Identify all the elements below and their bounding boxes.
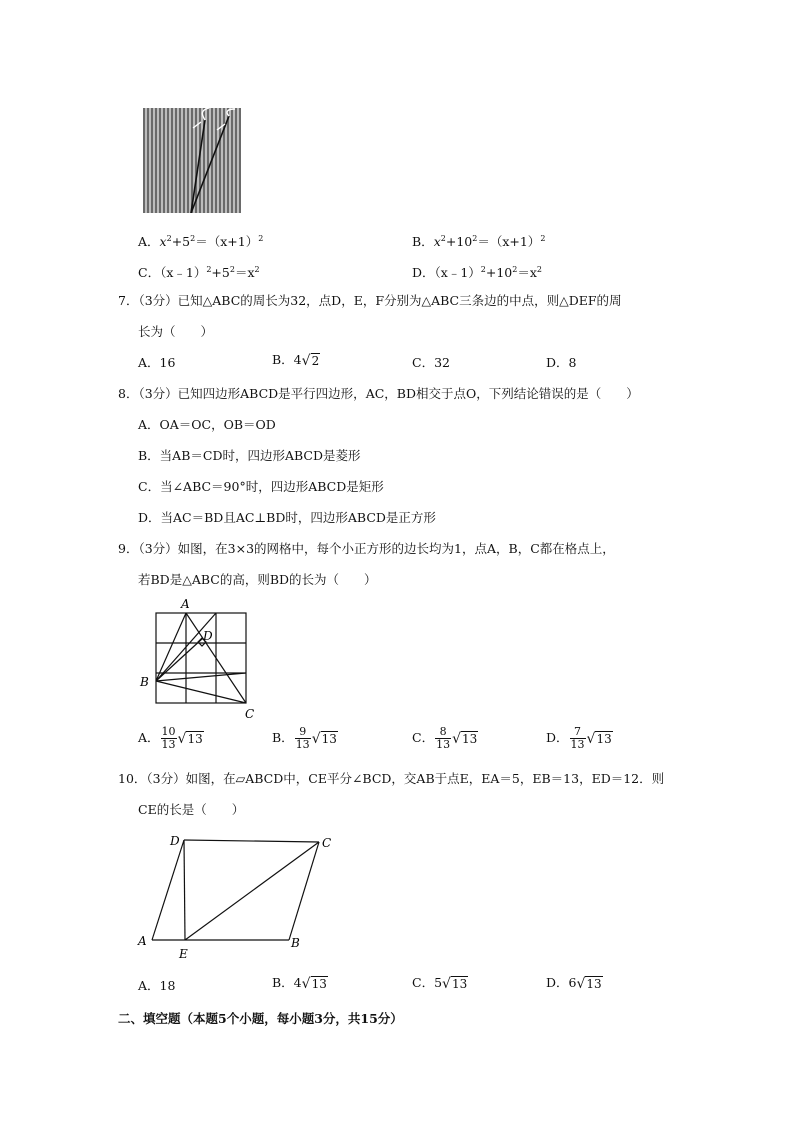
label-d: D — [170, 834, 180, 848]
segment-cb — [289, 842, 319, 940]
fraction: $\frac{8}{13}$ — [436, 725, 451, 751]
segment-ab — [156, 613, 186, 681]
segment-bc — [156, 681, 246, 703]
q6-figure — [143, 108, 241, 213]
q8-option-d[interactable]: D．当AC＝BD且AC⊥BD时，四边形ABCD是正方形 — [138, 510, 436, 525]
q8-option-a[interactable]: A．OA＝OC，OB＝OD — [138, 417, 276, 432]
label-d: D — [203, 629, 213, 643]
q10-option-d[interactable]: D．6√13 — [546, 975, 602, 992]
q10-option-b[interactable]: B．4√13 — [272, 975, 327, 992]
segment-de — [184, 840, 185, 940]
q7-stem-line1: 7．（3分）已知△ABC的周长为32，点D，E，F分别为△ABC三条边的中点，则△DEF的周 — [118, 293, 622, 308]
q7-option-d[interactable]: D．8 — [546, 355, 577, 370]
sqrt-sign: √13 — [177, 730, 203, 747]
q8-stem: 8．（3分）已知四边形ABCD是平行四边形，AC，BD相交于点O，下列结论错误的是（ ） — [118, 386, 639, 401]
q9-option-d[interactable]: D． $\frac{7}{13}$ √13 — [546, 725, 612, 751]
q9-stem-line1: 9．（3分）如图，在3×3的网格中，每个小正方形的边长均为1，点A，B，C都在格点上， — [118, 541, 615, 556]
segment-bd — [156, 638, 203, 681]
label-a: A — [138, 934, 147, 948]
q9-option-b[interactable]: B． $\frac{9}{13}$ √13 — [272, 725, 337, 751]
sqrt-sign: √13 — [576, 975, 602, 992]
label-c: C — [245, 707, 255, 721]
q8-option-c[interactable]: C．当∠ABC＝90°时，四边形ABCD是矩形 — [138, 479, 384, 494]
q7-option-a[interactable]: A．16 — [138, 355, 176, 370]
label-c: C — [322, 836, 332, 850]
q6-option-b[interactable]: B．$x^2+10^2=(x+1)^2$ — [412, 234, 546, 250]
q9-option-a[interactable]: A． $\frac{10}{13}$ √13 — [138, 725, 203, 751]
sqrt-sign: √2 — [301, 352, 320, 369]
segment-ad — [152, 840, 184, 940]
q9-grid-svg — [135, 596, 265, 722]
q8-option-b[interactable]: B．当AB＝CD时，四边形ABCD是菱形 — [138, 448, 361, 463]
q6-option-c[interactable]: C．$(x﹣1)^2+5^2=x^2$ — [138, 265, 260, 281]
label-b: B — [140, 675, 149, 689]
q6-figure-svg — [143, 108, 241, 213]
label-a: A — [181, 597, 190, 611]
q10-option-c[interactable]: C．5√13 — [412, 975, 468, 992]
segment-ec — [185, 842, 319, 940]
sqrt-sign: √13 — [452, 730, 478, 747]
segment-dc — [184, 840, 319, 842]
label-b: B — [291, 936, 300, 950]
q10-parallelogram-figure — [132, 828, 342, 962]
q9-stem-line2: 若BD是△ABC的高，则BD的长为（ ） — [138, 572, 377, 587]
q10-option-a[interactable]: A．18 — [138, 978, 176, 993]
sqrt-sign: √13 — [442, 975, 468, 992]
segment-diag-2 — [156, 673, 246, 681]
sqrt-sign: √13 — [311, 730, 337, 747]
sqrt-sign: √13 — [301, 975, 327, 992]
q10-parallelogram-svg — [132, 828, 342, 962]
q7-option-b[interactable]: B．4√2 — [272, 352, 320, 369]
fraction: $\frac{10}{13}$ — [161, 725, 176, 751]
sqrt-sign: √13 — [586, 730, 612, 747]
q9-option-c[interactable]: C． $\frac{8}{13}$ √13 — [412, 725, 478, 751]
q7-stem-line2: 长为（ ） — [138, 324, 214, 339]
label-e: E — [179, 947, 188, 961]
grid-border — [156, 613, 246, 703]
q10-stem-line1: 10．（3分）如图，在▱ABCD中，CE平分∠BCD，交AB于点E，EA＝5，EB＝13，ED＝12．则 — [118, 771, 665, 786]
section-heading-fill-in: 二、填空题（本题5个小题，每小题3分，共15分） — [118, 1011, 403, 1026]
q6-option-d[interactable]: D．$(x﹣1)^2+10^2=x^2$ — [412, 265, 543, 281]
q10-stem-line2: CE的长是（ ） — [138, 802, 245, 817]
q9-grid-figure — [135, 596, 265, 722]
q6-option-a[interactable]: A．$x^2+5^2=(x+1)^2$ — [138, 234, 264, 250]
fraction: $\frac{9}{13}$ — [295, 725, 310, 751]
q7-option-c[interactable]: C．32 — [412, 355, 450, 370]
fraction: $\frac{7}{13}$ — [570, 725, 585, 751]
